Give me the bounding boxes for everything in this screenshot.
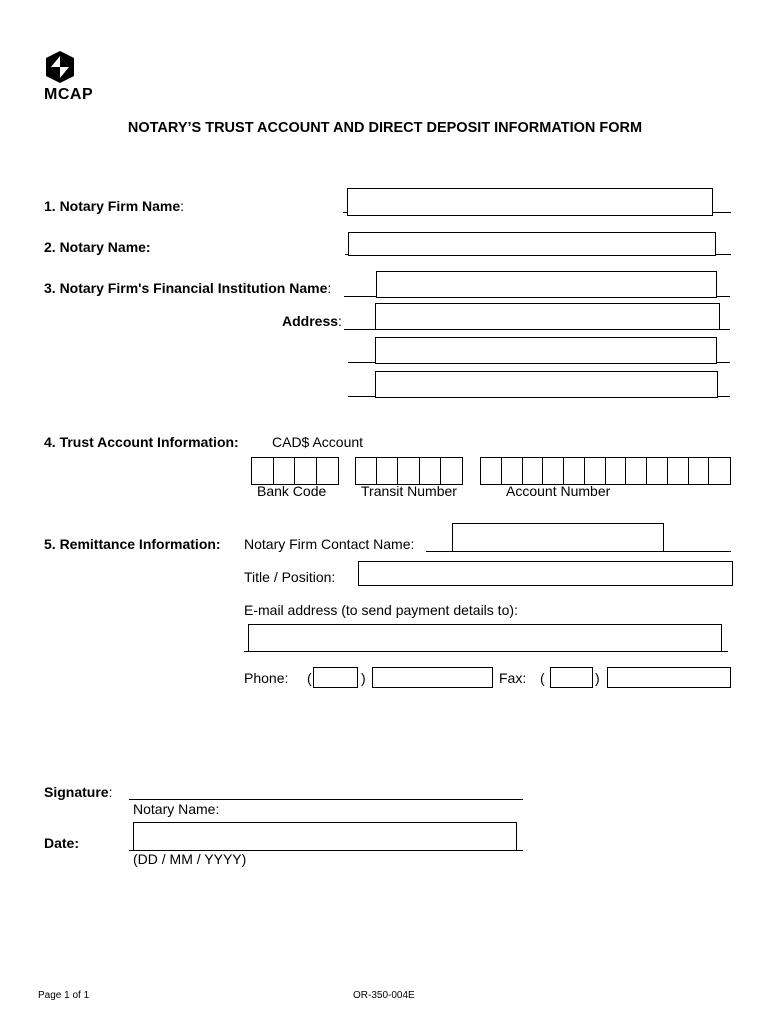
email-field[interactable] bbox=[248, 624, 722, 652]
institution-label: 3. Notary Firm's Financial Institution Name: bbox=[44, 280, 332, 296]
account-number-digit-9[interactable] bbox=[647, 458, 668, 484]
bank-code-label: Bank Code bbox=[257, 483, 327, 499]
firm-name-label: 1. Notary Firm Name: bbox=[44, 198, 185, 214]
firm-name-field[interactable] bbox=[347, 188, 713, 216]
transit-number-label: Transit Number bbox=[361, 483, 457, 499]
signature-notary-name-label: Notary Name: bbox=[133, 801, 220, 817]
institution-field[interactable] bbox=[376, 271, 717, 298]
mcap-logo-icon bbox=[44, 50, 76, 84]
signature-label: Signature: bbox=[44, 784, 113, 800]
account-number-digit-12[interactable] bbox=[709, 458, 730, 484]
account-number-digit-4[interactable] bbox=[543, 458, 564, 484]
account-number-digit-7[interactable] bbox=[606, 458, 627, 484]
account-number-label: Account Number bbox=[506, 483, 611, 499]
phone-label: Phone: bbox=[244, 670, 289, 686]
title-position-label: Title / Position: bbox=[244, 569, 336, 585]
contact-name-label: Notary Firm Contact Name: bbox=[244, 536, 415, 552]
account-number-digit-11[interactable] bbox=[689, 458, 710, 484]
fax-label: Fax: bbox=[499, 670, 527, 686]
account-number-digit-6[interactable] bbox=[585, 458, 606, 484]
email-label: E-mail address (to send payment details to): bbox=[244, 602, 518, 618]
address-line-3-field[interactable] bbox=[375, 371, 718, 398]
transit-number-digit-boxes bbox=[355, 457, 463, 485]
remittance-label: 5. Remittance Information: bbox=[44, 536, 221, 552]
logo-text: MCAP bbox=[44, 86, 94, 103]
form-number: OR-350-004E bbox=[353, 990, 415, 1001]
account-number-digit-2[interactable] bbox=[502, 458, 523, 484]
notary-name-label: 2. Notary Name: bbox=[44, 239, 151, 255]
phone-number-field[interactable] bbox=[372, 667, 493, 688]
currency-label: CAD$ Account bbox=[272, 434, 364, 450]
account-number-digit-5[interactable] bbox=[564, 458, 585, 484]
date-format-hint: (DD / MM / YYYY) bbox=[133, 851, 247, 867]
account-number-digit-boxes bbox=[480, 457, 731, 485]
fax-open-paren: ( bbox=[540, 670, 545, 686]
notary-name-field[interactable] bbox=[348, 232, 716, 256]
account-number-digit-10[interactable] bbox=[668, 458, 689, 484]
account-number-digit-1[interactable] bbox=[481, 458, 502, 484]
transit-number-digit-1[interactable] bbox=[356, 458, 377, 484]
bank-code-digit-4[interactable] bbox=[317, 458, 339, 484]
signature-line[interactable] bbox=[129, 799, 523, 800]
address-line-1-field[interactable] bbox=[375, 303, 720, 330]
transit-number-digit-2[interactable] bbox=[377, 458, 398, 484]
address-label: Address: bbox=[282, 313, 342, 329]
phone-close-paren: ) bbox=[361, 670, 366, 686]
account-number-digit-8[interactable] bbox=[626, 458, 647, 484]
address-line-2-field[interactable] bbox=[375, 337, 717, 364]
date-label: Date: bbox=[44, 835, 80, 851]
page-number: Page 1 of 1 bbox=[38, 990, 90, 1001]
bank-code-digit-1[interactable] bbox=[252, 458, 274, 484]
fax-number-field[interactable] bbox=[607, 667, 731, 688]
fax-area-code-field[interactable] bbox=[550, 667, 593, 688]
trust-account-label: 4. Trust Account Information: bbox=[44, 434, 239, 450]
transit-number-digit-4[interactable] bbox=[420, 458, 441, 484]
bank-code-digit-2[interactable] bbox=[274, 458, 296, 484]
account-number-digit-3[interactable] bbox=[523, 458, 544, 484]
date-field[interactable] bbox=[133, 822, 517, 851]
mcap-logo bbox=[44, 50, 104, 106]
form-title: NOTARY’S TRUST ACCOUNT AND DIRECT DEPOSIT INFORMATION FORM bbox=[127, 120, 643, 136]
bank-code-digit-3[interactable] bbox=[295, 458, 317, 484]
transit-number-digit-3[interactable] bbox=[398, 458, 419, 484]
phone-open-paren: ( bbox=[307, 670, 312, 686]
phone-area-code-field[interactable] bbox=[313, 667, 358, 688]
transit-number-digit-5[interactable] bbox=[441, 458, 462, 484]
title-position-field[interactable] bbox=[358, 561, 733, 586]
fax-close-paren: ) bbox=[595, 670, 600, 686]
contact-name-field[interactable] bbox=[452, 523, 664, 552]
bank-code-digit-boxes bbox=[251, 457, 339, 485]
